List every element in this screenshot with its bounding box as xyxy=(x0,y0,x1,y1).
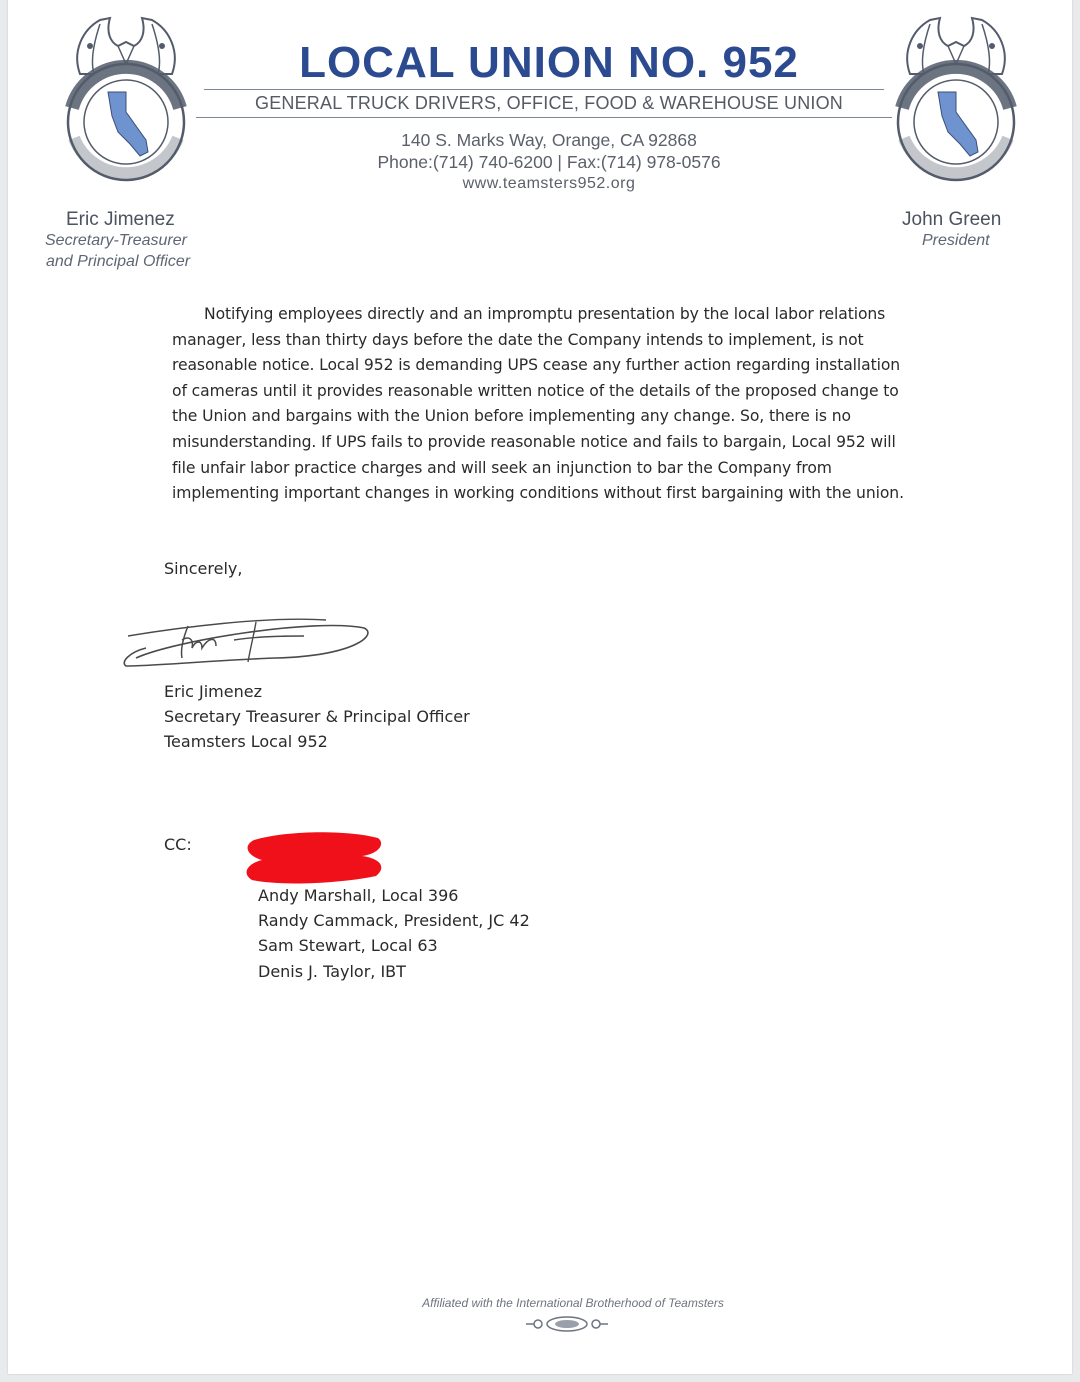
letterhead-rule-bottom xyxy=(196,117,892,118)
letter-page xyxy=(8,0,1072,1374)
teamsters-seal-right xyxy=(890,12,1022,182)
letterhead-website: www.teamsters952.org xyxy=(462,175,636,192)
ibt-emblem-icon xyxy=(522,1314,612,1334)
cc-recipient: Andy Marshall, Local 396 xyxy=(258,886,459,905)
teamsters-seal-left xyxy=(60,12,192,182)
cc-recipient: Randy Cammack, President, JC 42 xyxy=(258,911,530,930)
signer-name: Eric Jimenez xyxy=(164,682,262,701)
right-officer-name: John Green xyxy=(902,209,1002,230)
letterhead-title: LOCAL UNION NO. 952 xyxy=(299,38,799,87)
handwritten-signature xyxy=(116,600,376,680)
cc-recipient: Sam Stewart, Local 63 xyxy=(258,936,438,955)
right-officer-title: President xyxy=(922,232,990,249)
body-paragraph: Notifying employees directly and an impromptu presentation by the local labor relations manager, less than thirty days before the date the Company intends to implement, is not reasonable notice. Local 952 is demanding UPS cease any further action regarding installation of cameras until it provides reasonable written notice of the details of the proposed change to the Union and bargains with the Union before implementing any change. So, there is no misunderstanding. If UPS fails to provide reasonable notice and fails to bargain, Local 952 will file unfair labor practice charges and will seek an injunction to bar the Company from implementing important changes in working conditions without first bargaining with the union. xyxy=(172,305,904,503)
signer-organization: Teamsters Local 952 xyxy=(164,732,328,751)
cc-label: CC: xyxy=(164,835,192,854)
cc-recipient: Denis J. Taylor, IBT xyxy=(258,962,406,981)
closing: Sincerely, xyxy=(164,559,243,578)
left-officer-title-line1: Secretary-Treasurer xyxy=(45,232,187,249)
left-officer-name: Eric Jimenez xyxy=(66,209,175,230)
footer-affiliation: Affiliated with the International Brotherhood of Teamsters xyxy=(422,1296,724,1310)
signer-title: Secretary Treasurer & Principal Officer xyxy=(164,707,470,726)
letterhead-rule-top xyxy=(204,89,884,90)
letterhead-address: 140 S. Marks Way, Orange, CA 92868 xyxy=(401,130,697,150)
letterhead-phone-fax: Phone:(714) 740-6200 | Fax:(714) 978-0576 xyxy=(377,152,721,172)
left-officer-title-line2: and Principal Officer xyxy=(46,253,191,270)
redaction-mark xyxy=(238,824,388,888)
letterhead-subtitle: GENERAL TRUCK DRIVERS, OFFICE, FOOD & WAREHOUSE UNION xyxy=(255,93,843,113)
